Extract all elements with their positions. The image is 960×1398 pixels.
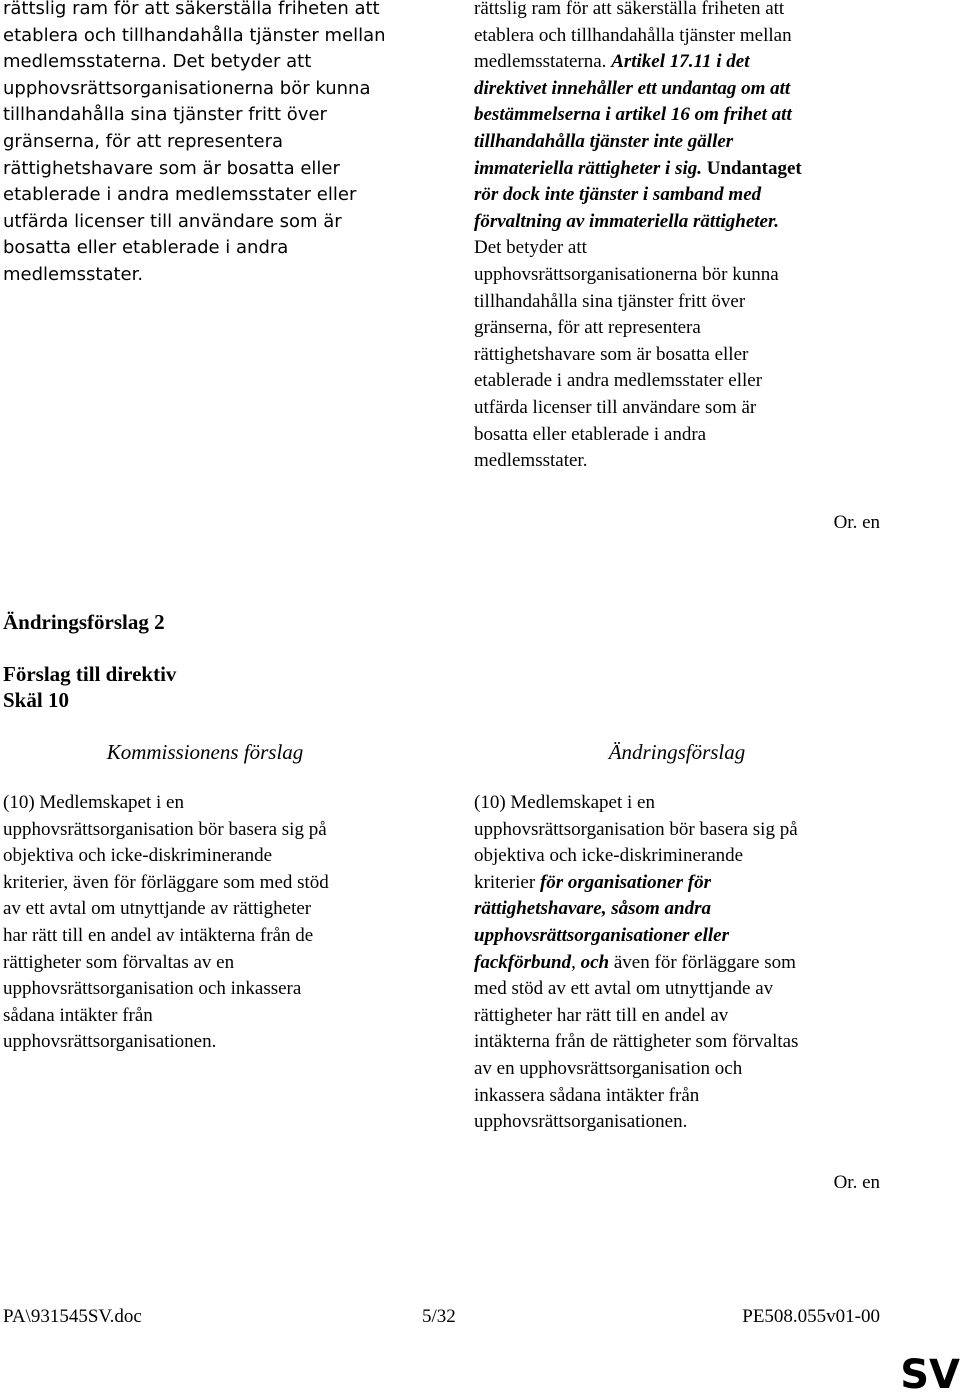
amended-text: Undantaget [706,157,802,179]
text-line: med stöd av ett avtal om utnyttjande av [474,978,774,1000]
text-line: upphovsrättsorganisationerna bör kunna [474,263,779,285]
language-code: SV [900,1352,960,1398]
text-span: medlemsstaterna. [474,51,612,73]
amended-line [474,156,954,183]
text-line [474,950,954,977]
column-header-commission: Kommissionens förslag [106,740,304,764]
text-line: objektiva och icke-diskriminerande [474,845,744,867]
amended-text: immateriella rättigheter i sig. [474,157,707,179]
text-line [474,49,954,76]
text-line: upphovsrättsorganisationen. [474,1111,688,1133]
amended-line: upphovsrättsorganisationer eller [474,924,729,946]
text-line: kriterier, även för förläggare som med stöd [3,871,329,893]
amended-text: för organisationer för [539,871,711,893]
text-line: objektiva och icke-diskriminerande [3,845,273,867]
text-line: rättighetshavare som är bosatta eller [3,157,340,179]
text-line: medlemsstater. [3,263,144,285]
text-line: medlemsstaterna. Det betyder att [3,51,312,73]
amended-line: rör dock inte tjänster i samband med [474,184,762,206]
amended-text: 11 i det [693,51,750,73]
text-line: rättigheter som förvaltas av en [3,951,235,973]
text-line: bosatta eller etablerade i andra [474,423,707,445]
amended-line: direktivet innehåller ett undantag om att [474,77,791,99]
amended-line: förvaltning av immateriella rättigheter. [474,210,780,232]
text-line: rättslig ram för att säkerställa friheten att [474,0,785,19]
text-line: (10) Medlemskapet i en [3,792,184,813]
top-right-column [474,0,954,475]
text-line: upphovsrättsorganisationerna bör kunna [3,77,371,99]
text-line: inkassera sådana intäkter från [474,1084,700,1106]
text-line: rättslig ram för att säkerställa friheten att [3,0,380,19]
text-line: sådana intäkter från [3,1004,153,1026]
text-line: upphovsrättsorganisation och inkassera [3,978,302,1000]
footer-pe-ref: PE508.055v01-00 [742,1306,880,1327]
text-line: etablerade i andra medlemsstater eller [3,184,357,206]
text-line: upphovsrättsorganisation bör basera sig på [474,818,798,840]
text-span: även för förläggare som [609,951,796,973]
text-line: utfärda licenser till användare som är [3,210,342,232]
recital-label: Skäl 10 [3,688,69,712]
amended-line: rättighetshavare, såsom andra [474,898,712,920]
text-line: gränserna, för att representera [474,317,701,339]
top-left-column [3,0,443,289]
amended-text: Artikel 17. [611,51,694,73]
text-line: tillhandahålla sina tjänster fritt över [474,290,746,312]
text-line: bosatta eller etablerade i andra [3,237,289,259]
footer-page-number: 5/32 [422,1306,456,1327]
amended-text: fackförbund [474,951,572,973]
amended-line: bestämmelserna i artikel 16 om frihet att [474,104,792,126]
text-line: etablera och tillhandahålla tjänster mellan [3,24,386,46]
amendment-text [474,790,954,1136]
text-line: (10) Medlemskapet i en [474,792,655,813]
text-line: gränserna, för att representera [3,130,284,152]
text-line: etablerade i andra medlemsstater eller [474,370,763,392]
amended-text: och [580,951,610,973]
text-line: rättigheter har rätt till en andel av [474,1004,729,1026]
commission-text [3,790,453,1056]
text-line: rättighetshavare som är bosatta eller [474,343,749,365]
text-line: av ett avtal om utnyttjande av rättigheter [3,898,312,920]
text-line [474,870,954,897]
footer-doc-ref: PA\931545SV.doc [3,1306,142,1327]
text-line: utfärda licenser till användare som är [474,396,757,418]
text-line: Det betyder att [474,237,587,259]
text-line: tillhandahålla sina tjänster fritt över [3,104,327,126]
text-span: , [571,951,581,973]
amended-line: tillhandahålla tjänster inte gäller [474,130,734,152]
text-line: intäkterna från de rättigheter som förvaltas [474,1031,799,1053]
text-span: kriterier [474,871,540,893]
text-line: upphovsrättsorganisation bör basera sig på [3,818,327,840]
original-language-label: Or. en [833,1172,880,1193]
amendment-title: Ändringsförslag 2 [3,610,165,634]
text-line: har rätt till en andel av intäkterna från de [3,924,314,946]
text-line: upphovsrättsorganisationen. [3,1031,217,1053]
original-language-label: Or. en [833,512,880,533]
proposal-label: Förslag till direktiv [3,662,177,686]
text-line: medlemsstater. [474,450,588,472]
text-line: etablera och tillhandahålla tjänster mellan [474,24,792,46]
text-line: av en upphovsrättsorganisation och [474,1057,743,1079]
column-header-amendment: Ändringsförslag [608,740,746,764]
